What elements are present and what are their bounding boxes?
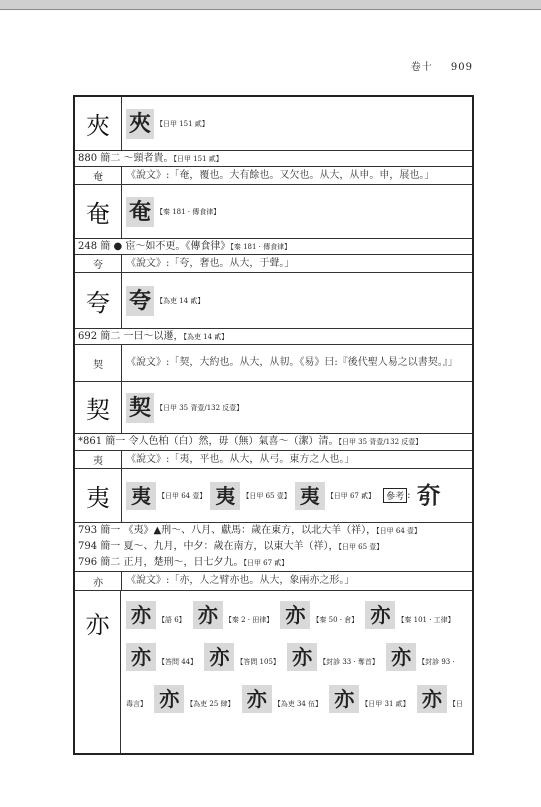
rubbing-image: 夷 bbox=[295, 482, 325, 510]
headword-row bbox=[75, 572, 472, 591]
rubbing-image: 亦 bbox=[287, 643, 317, 671]
rubbing-image: 亦 bbox=[193, 601, 223, 629]
rubbing-image: 亦 bbox=[280, 601, 310, 629]
headword: 奄 bbox=[75, 167, 122, 184]
source-label: 【日甲 35 背壹/132 反壹】 bbox=[156, 403, 244, 412]
example-text: 794 簡一 夏～、九月，中夕：歲在南方，以東大羊（祥）， bbox=[78, 541, 339, 552]
rubbing-image: 亦 bbox=[154, 685, 184, 713]
source-label: 【日甲 64 壹】 bbox=[158, 491, 207, 500]
example-text: 692 簡二 一曰～以遷， bbox=[78, 331, 184, 342]
glyph-line bbox=[126, 643, 459, 671]
source-label: 【答問 105】 bbox=[236, 658, 280, 666]
rubbing-image: 亦 bbox=[365, 601, 395, 629]
glyph-line bbox=[126, 601, 459, 629]
example-row bbox=[75, 434, 472, 451]
headword-glyph: 夸 bbox=[75, 273, 122, 328]
example-row bbox=[75, 329, 472, 345]
rubbing-image: 亦 bbox=[204, 643, 234, 671]
headword-row bbox=[75, 255, 472, 273]
source-label: 【日甲 65 壹】 bbox=[242, 491, 291, 500]
example-row bbox=[75, 523, 472, 539]
example-text: 796 簡二 正月，楚刑～，日七夕九。 bbox=[78, 557, 244, 568]
shuowen-quote: 《說文》:「夷，平也。从大，从弓。東方之人也。」 bbox=[126, 453, 355, 465]
source-label: 【秦 181 · 傳食律】 bbox=[230, 243, 292, 251]
shuowen-quote: 《說文》:「亦，人之臂亦也。从大，象兩亦之形。」 bbox=[126, 575, 355, 586]
running-header bbox=[397, 58, 473, 73]
source-label: 【為吏 14 貳】 bbox=[156, 296, 205, 305]
character-table bbox=[73, 95, 474, 755]
source-label: 【日甲 151 貳】 bbox=[173, 155, 223, 163]
source-label: 【日甲 67 貳】 bbox=[243, 559, 289, 567]
reference-box: 參考 bbox=[383, 488, 407, 503]
source-label: 【秦 50 · 倉】 bbox=[312, 616, 359, 624]
glyph-row bbox=[75, 97, 472, 151]
chapter-label: 卷十 bbox=[410, 62, 433, 73]
shuowen-quote: 《說文》:「奄，覆也。大有餘也。又欠也。从大，从申。申，展也。」 bbox=[126, 169, 435, 181]
rubbing-image: 夷 bbox=[126, 482, 156, 510]
headword-row bbox=[75, 345, 472, 382]
source-label: 【語 6】 bbox=[158, 616, 186, 624]
glyph-row bbox=[75, 591, 472, 753]
headword-row bbox=[75, 451, 472, 469]
headword: 夷 bbox=[75, 451, 122, 468]
rubbing-image: 契 bbox=[126, 393, 154, 423]
source-label: 【答問 44】 bbox=[158, 658, 198, 666]
example-row bbox=[75, 539, 472, 555]
source-label: 【封診 93 · bbox=[418, 658, 455, 666]
source-label: 【為吏 25 肆】 bbox=[186, 700, 235, 708]
headword-glyph: 夷 bbox=[75, 469, 122, 522]
rubbing-image: 亦 bbox=[417, 685, 447, 713]
source-label: 【封診 33 · 奪首】 bbox=[319, 658, 379, 666]
source-label: 【日甲 31 貳】 bbox=[361, 700, 410, 708]
source-label: 【秦 2 · 田律】 bbox=[224, 616, 274, 624]
example-text: 248 簡 ● 宦～如不更。《傳食律》 bbox=[78, 241, 231, 252]
rubbing-image: 夸 bbox=[126, 286, 154, 316]
viewer-top-bar bbox=[0, 0, 541, 10]
headword: 契 bbox=[75, 345, 122, 381]
rubbing-image: 亦 bbox=[126, 643, 156, 671]
headword-glyph: 契 bbox=[75, 382, 122, 433]
source-label: 【日甲 151 貳】 bbox=[156, 119, 209, 128]
glyph-row bbox=[75, 469, 472, 523]
example-row bbox=[75, 555, 472, 572]
glyph-row bbox=[75, 273, 472, 329]
example-text: 793 簡一 《夷》▲刑～、八月、獻馬：歲在東方，以北大羊（祥）， bbox=[78, 525, 377, 536]
rubbing-image: 亦 bbox=[126, 601, 156, 629]
source-label: 【秦 101 · 工律】 bbox=[397, 616, 455, 624]
source-label: 【日甲 35 背壹/132 反壹】 bbox=[338, 438, 423, 446]
example-row bbox=[75, 239, 472, 255]
headword-glyph: 奄 bbox=[75, 185, 122, 238]
headword: 夸 bbox=[75, 255, 122, 272]
source-label: 【日甲 67 貳】 bbox=[326, 491, 376, 500]
source-label: 【日甲 64 壹】 bbox=[376, 527, 421, 535]
page-number: 909 bbox=[450, 62, 473, 73]
headword-glyph: 亦 bbox=[75, 591, 121, 753]
headword-row bbox=[75, 167, 472, 185]
rubbing-image: 亦 bbox=[329, 685, 359, 713]
printed-glyph: 𡗵 bbox=[416, 481, 441, 510]
shuowen-quote: 《說文》:「夸，奢也。从大，于聲。」 bbox=[126, 257, 295, 269]
rubbing-image: 夷 bbox=[210, 482, 240, 510]
example-text: 880 簡二 ～頸者貴。 bbox=[78, 153, 174, 164]
shuowen-quote: 《說文》:「契，大約也。从大，从㓞。《易》曰:『後代聖人易之以書契。』」 bbox=[126, 357, 458, 368]
source-label: 【秦 181 · 傳食律】 bbox=[156, 207, 221, 216]
headword: 亦 bbox=[75, 572, 122, 590]
glyph-line bbox=[126, 685, 467, 713]
source-label: 【為吏 34 伍】 bbox=[273, 700, 323, 708]
source-label: 【日 bbox=[448, 700, 463, 708]
source-label: 毒言】 bbox=[126, 700, 147, 708]
glyph-row bbox=[75, 185, 472, 239]
rubbing-image: 奄 bbox=[126, 197, 154, 227]
headword-glyph: 夾 bbox=[75, 97, 122, 150]
rubbing-image: 亦 bbox=[386, 643, 416, 671]
colon: : bbox=[407, 490, 411, 501]
glyph-row bbox=[75, 382, 472, 434]
example-text: *861 簡一 令人色柏（白）然，毋（無）氣喜～（潔）清。 bbox=[78, 436, 339, 447]
rubbing-image: 亦 bbox=[242, 685, 272, 713]
source-label: 【為吏 14 貳】 bbox=[183, 333, 229, 341]
example-row bbox=[75, 151, 472, 167]
rubbing-image: 夾 bbox=[126, 109, 154, 139]
source-label: 【日甲 65 壹】 bbox=[338, 543, 384, 551]
